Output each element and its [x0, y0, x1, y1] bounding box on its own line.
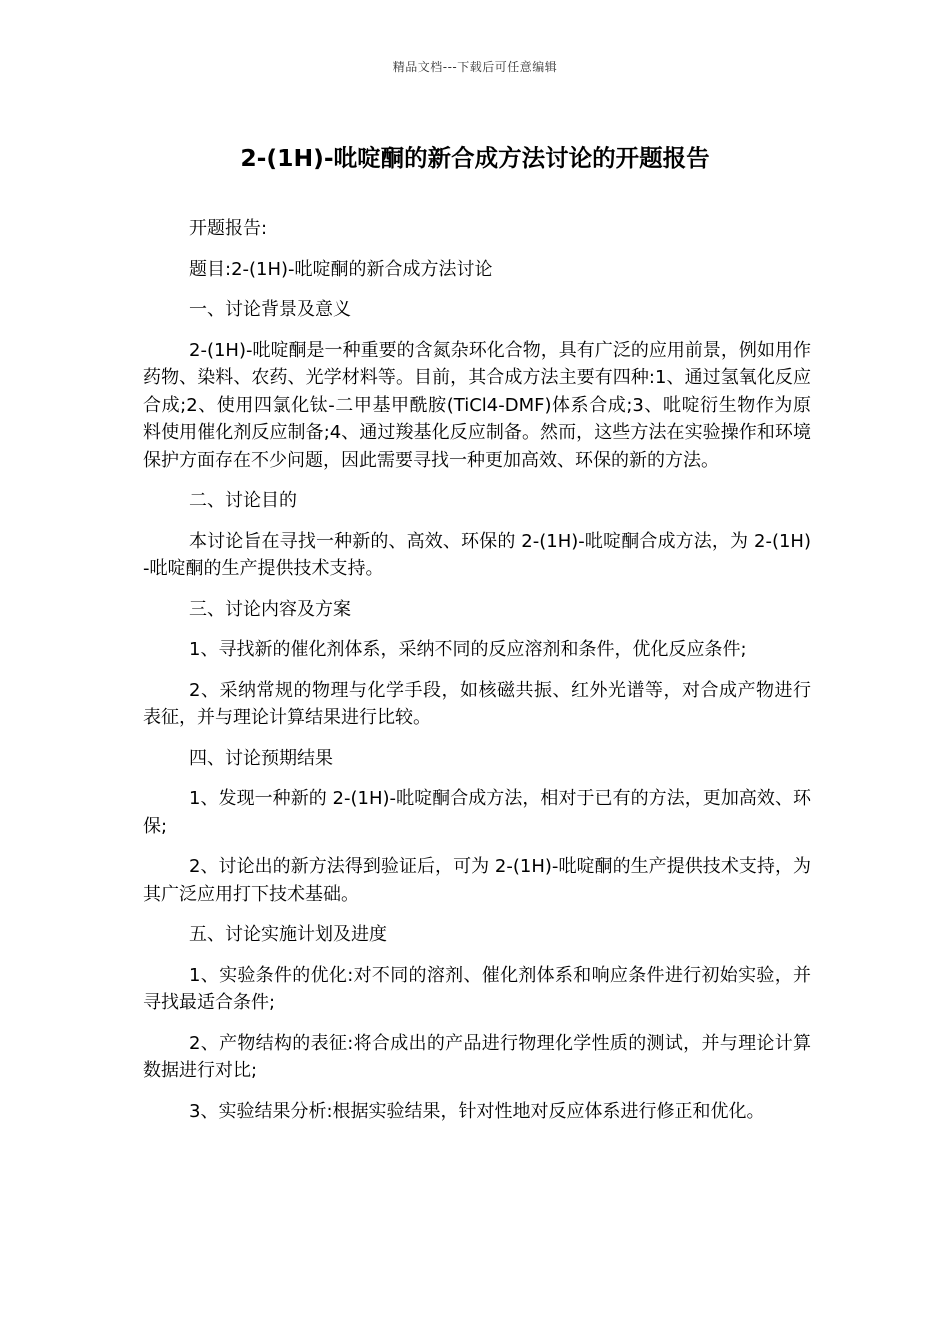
paragraph-background: 2-(1H)-吡啶酮是一种重要的含氮杂环化合物，具有广泛的应用前景，例如用作药物、染料、农药、光学材料等。目前，其合成方法主要有四种:1、通过氢氧化反应合成;2、使用四氯化钛-二甲基甲酰胺(TiCl4-DMF)体系合成;3、吡啶衍生物作为原料使用催化剂反应制备;4、通过羧基化反应制备。然而，这些方法在实验操作和环境保护方面存在不少问题，因此需要寻找一种更加高效、环保的新的方法。	[143, 339, 811, 471]
paragraph-plan-3: 3、实验结果分析:根据实验结果，针对性地对反应体系进行修正和优化。	[189, 1100, 765, 1122]
paragraph-topic: 题目:2-(1H)-吡啶酮的新合成方法讨论	[189, 258, 493, 280]
section-heading-plan: 五、讨论实施计划及进度	[189, 924, 387, 945]
section-heading-content: 三、讨论内容及方案	[189, 598, 351, 620]
paragraph-plan-1: 1、实验条件的优化:对不同的溶剂、催化剂体系和响应条件进行初始实验，并寻找最适合条件;	[143, 964, 811, 1013]
paragraph-purpose: 本讨论旨在寻找一种新的、高效、环保的 2-(1H)-吡啶酮合成方法，为 2-(1H)-吡啶酮的生产提供技术支持。	[143, 530, 811, 579]
section-heading-purpose: 二、讨论目的	[189, 490, 297, 511]
paragraph-intro-label: 开题报告:	[189, 218, 268, 239]
page-header-note: 精品文档---下载后可任意编辑	[392, 60, 558, 74]
paragraph-content-2: 2、采纳常规的物理与化学手段，如核磁共振、红外光谱等，对合成产物进行表征，并与理论计算结果进行比较。	[143, 679, 811, 728]
paragraph-expected-1: 1、发现一种新的 2-(1H)-吡啶酮合成方法，相对于已有的方法，更加高效、环保;	[143, 788, 811, 837]
paragraph-plan-2: 2、产物结构的表征:将合成出的产品进行物理化学性质的测试，并与理论计算数据进行对比;	[143, 1032, 811, 1081]
section-heading-background: 一、讨论背景及意义	[189, 299, 351, 320]
document-body	[143, 215, 811, 1138]
paragraph-content-1: 1、寻找新的催化剂体系，采纳不同的反应溶剂和条件，优化反应条件;	[189, 639, 747, 660]
document-title: 2-(1H)-吡啶酮的新合成方法讨论的开题报告	[240, 144, 710, 172]
paragraph-expected-2: 2、讨论出的新方法得到验证后，可为 2-(1H)-吡啶酮的生产提供技术支持，为其广泛应用打下技术基础。	[143, 856, 811, 905]
section-heading-expected-results: 四、讨论预期结果	[189, 747, 333, 769]
